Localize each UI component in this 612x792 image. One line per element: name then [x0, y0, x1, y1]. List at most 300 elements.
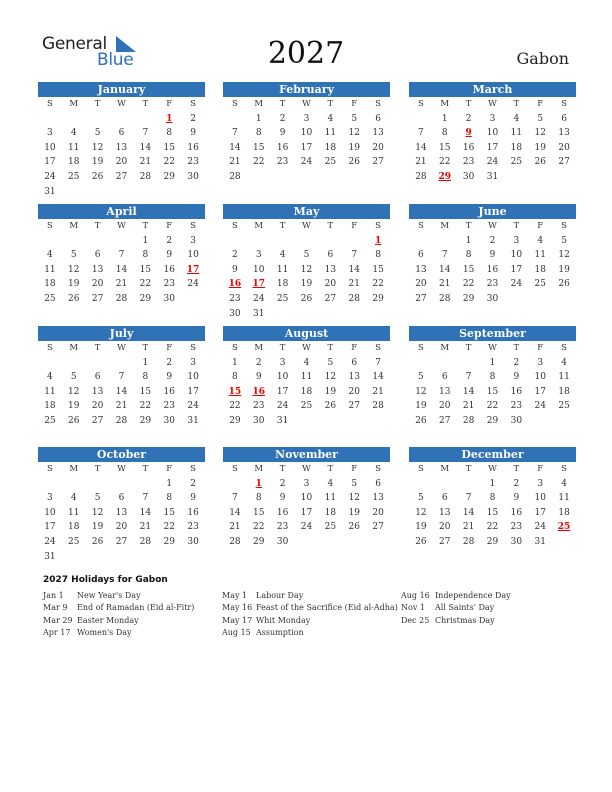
day-cell: 5	[70, 250, 77, 261]
day-cell: 19	[534, 142, 546, 153]
day-grid	[223, 341, 390, 429]
weekday-label: S	[190, 464, 196, 474]
day-cell: 3	[303, 113, 310, 124]
day-cell: 19	[68, 279, 80, 290]
day-cell: 17	[300, 507, 313, 518]
day-cell: 18	[68, 157, 80, 168]
day-cell: 29	[253, 536, 265, 547]
day-cell: 6	[418, 250, 424, 261]
holiday-name: All Saints' Day	[435, 603, 495, 613]
day-cell: 3	[255, 250, 262, 261]
day-cell: 25	[44, 293, 56, 304]
day-cell: 10	[253, 264, 265, 275]
empty-cell	[110, 112, 134, 127]
day-cell: 23	[510, 522, 523, 533]
day-cell: 16	[163, 264, 175, 275]
month-december	[409, 447, 576, 550]
weekday-label: F	[537, 464, 544, 474]
day-cell: 19	[558, 264, 570, 275]
day-cell: 13	[324, 264, 337, 275]
day-cell: 15	[139, 264, 152, 275]
day-cell: 7	[142, 128, 149, 139]
day-cell: 5	[418, 372, 424, 383]
day-cell: 17	[300, 142, 313, 153]
holiday-name: Whit Monday	[256, 615, 311, 625]
day-cell: 24	[253, 293, 265, 304]
day-cell: 18	[510, 142, 523, 153]
day-cell: 14	[439, 264, 451, 275]
day-cell: 30	[462, 171, 475, 182]
day-cell: 29	[229, 415, 241, 426]
day-cell: 30	[510, 536, 523, 547]
day-cell: 22	[163, 522, 175, 533]
day-cell: 23	[187, 157, 199, 168]
month-april	[38, 204, 205, 307]
day-cell: 22	[139, 401, 152, 412]
weekday-label: M	[254, 99, 264, 109]
empty-cell	[38, 112, 62, 127]
day-cell: 9	[190, 128, 196, 139]
empty-cell	[433, 356, 457, 371]
day-cell: 5	[70, 372, 77, 383]
day-cell: 14	[415, 142, 427, 153]
day-cell: 4	[327, 478, 334, 489]
day-cell: 20	[324, 279, 337, 290]
day-cell: 3	[190, 357, 196, 368]
day-cell: 1	[142, 235, 149, 246]
holiday-day-cell: 9	[465, 128, 472, 139]
day-grid	[223, 97, 390, 185]
empty-cell	[62, 356, 86, 371]
day-cell: 1	[255, 113, 262, 124]
weekday-label: T	[142, 99, 149, 109]
day-cell: 27	[439, 415, 451, 426]
day-cell: 11	[44, 386, 56, 397]
weekday-label: T	[279, 343, 286, 353]
day-cell: 28	[115, 293, 128, 304]
day-cell: 23	[163, 279, 175, 290]
weekday-label: F	[166, 464, 173, 474]
day-grid	[223, 219, 390, 321]
day-cell: 9	[255, 372, 262, 383]
day-cell: 26	[348, 157, 360, 168]
weekday-label: F	[166, 343, 173, 353]
day-cell: 10	[44, 142, 56, 153]
day-cell: 26	[558, 279, 570, 290]
day-cell: 8	[255, 493, 262, 504]
day-cell: 2	[513, 478, 520, 489]
holiday-row	[43, 615, 227, 627]
day-cell: 8	[166, 493, 173, 504]
day-cell: 28	[229, 536, 241, 547]
month-header: September	[409, 326, 576, 341]
day-cell: 26	[534, 157, 546, 168]
weekday-label: T	[513, 464, 520, 474]
day-cell: 9	[279, 493, 286, 504]
day-cell: 5	[561, 235, 567, 246]
day-cell: 3	[47, 128, 53, 139]
day-cell: 3	[489, 113, 496, 124]
day-cell: 25	[558, 401, 570, 412]
weekday-label: T	[94, 343, 101, 353]
day-cell: 11	[68, 507, 80, 518]
holiday-day-cell: 16	[228, 279, 242, 290]
weekday-label: W	[117, 343, 126, 353]
day-cell: 21	[462, 401, 475, 412]
day-cell: 12	[415, 386, 427, 397]
day-cell: 4	[70, 128, 77, 139]
day-cell: 27	[91, 293, 104, 304]
day-cell: 18	[534, 264, 546, 275]
day-cell: 8	[166, 128, 173, 139]
day-cell: 20	[439, 401, 451, 412]
day-cell: 26	[91, 536, 104, 547]
day-cell: 28	[439, 293, 451, 304]
weekday-label: S	[47, 99, 53, 109]
day-cell: 14	[139, 507, 152, 518]
day-cell: 6	[441, 493, 448, 504]
weekday-label: T	[279, 221, 286, 231]
weekday-label: S	[232, 221, 238, 231]
holiday-date: May 1	[222, 591, 248, 600]
weekday-label: S	[375, 343, 381, 353]
day-cell: 16	[510, 507, 523, 518]
day-cell: 27	[372, 522, 384, 533]
day-cell: 6	[327, 250, 334, 261]
day-cell: 1	[489, 478, 496, 489]
day-cell: 19	[91, 157, 104, 168]
day-cell: 21	[139, 522, 152, 533]
weekday-label: M	[69, 343, 79, 353]
day-cell: 28	[348, 293, 360, 304]
weekday-label: W	[488, 221, 497, 231]
day-cell: 22	[372, 279, 384, 290]
weekday-label: F	[351, 221, 358, 231]
empty-cell	[223, 477, 247, 492]
weekday-label: S	[418, 464, 424, 474]
day-cell: 13	[372, 493, 384, 504]
day-cell: 27	[324, 293, 337, 304]
day-cell: 26	[324, 401, 337, 412]
empty-cell	[409, 234, 433, 249]
day-cell: 23	[462, 157, 475, 168]
day-cell: 25	[68, 536, 80, 547]
holiday-date: Aug 15	[222, 627, 251, 637]
day-cell: 9	[190, 493, 196, 504]
day-cell: 3	[279, 357, 286, 368]
day-cell: 29	[139, 293, 152, 304]
weekday-label: M	[440, 221, 450, 231]
empty-cell	[223, 112, 247, 127]
day-cell: 1	[489, 357, 496, 368]
weekday-label: W	[117, 464, 126, 474]
day-cell: 9	[513, 372, 520, 383]
day-cell: 15	[253, 507, 265, 518]
day-cell: 5	[351, 478, 358, 489]
day-cell: 12	[68, 386, 80, 397]
empty-cell	[457, 356, 481, 371]
day-cell: 13	[439, 507, 451, 518]
day-cell: 13	[91, 264, 104, 275]
day-grid	[409, 462, 576, 550]
day-cell: 7	[465, 493, 472, 504]
day-cell: 21	[139, 157, 152, 168]
holiday-row	[401, 615, 585, 627]
day-cell: 19	[324, 386, 337, 397]
weekday-label: M	[254, 221, 264, 231]
day-cell: 11	[558, 493, 570, 504]
empty-cell	[271, 234, 295, 249]
day-cell: 3	[537, 357, 544, 368]
holiday-row	[401, 602, 585, 614]
empty-cell	[38, 477, 62, 492]
day-cell: 9	[232, 264, 238, 275]
day-cell: 28	[229, 171, 241, 182]
month-header: March	[409, 82, 576, 97]
day-cell: 20	[439, 522, 451, 533]
day-grid	[38, 341, 205, 429]
holiday-row	[43, 602, 227, 614]
holiday-day-cell: 15	[228, 386, 242, 397]
day-cell: 13	[91, 386, 104, 397]
empty-cell	[62, 112, 86, 127]
logo-text-blue: Blue	[97, 50, 134, 70]
day-cell: 4	[561, 357, 567, 368]
day-cell: 6	[94, 250, 101, 261]
day-cell: 2	[166, 357, 173, 368]
empty-cell	[247, 234, 271, 249]
weekday-label: S	[561, 464, 567, 474]
day-cell: 9	[513, 493, 520, 504]
day-cell: 11	[324, 128, 337, 139]
day-cell: 31	[534, 536, 546, 547]
empty-cell	[433, 234, 457, 249]
day-cell: 17	[510, 264, 523, 275]
day-cell: 21	[229, 157, 241, 168]
weekday-label: S	[190, 99, 196, 109]
day-cell: 28	[139, 171, 152, 182]
holiday-row	[43, 590, 227, 602]
month-header: April	[38, 204, 205, 219]
day-cell: 27	[372, 157, 384, 168]
day-cell: 29	[486, 415, 499, 426]
day-cell: 24	[300, 522, 313, 533]
day-cell: 12	[91, 142, 104, 153]
day-cell: 12	[68, 264, 80, 275]
weekday-label: S	[232, 99, 238, 109]
day-cell: 3	[303, 478, 310, 489]
day-cell: 6	[118, 128, 125, 139]
weekday-label: T	[513, 221, 520, 231]
day-cell: 27	[558, 157, 570, 168]
day-cell: 5	[418, 493, 424, 504]
day-cell: 25	[324, 157, 337, 168]
day-cell: 2	[232, 250, 238, 261]
weekday-label: M	[254, 464, 264, 474]
month-header: August	[223, 326, 390, 341]
day-cell: 5	[94, 493, 101, 504]
day-cell: 30	[229, 308, 241, 319]
holiday-date: Mar 9	[43, 603, 68, 613]
day-cell: 21	[439, 279, 451, 290]
day-cell: 18	[324, 507, 337, 518]
day-cell: 3	[47, 493, 53, 504]
empty-cell	[110, 477, 134, 492]
empty-cell	[133, 477, 157, 492]
day-cell: 18	[324, 142, 337, 153]
day-cell: 20	[558, 142, 570, 153]
day-cell: 20	[91, 401, 104, 412]
month-header: December	[409, 447, 576, 462]
holiday-row	[222, 602, 406, 614]
day-cell: 29	[372, 293, 384, 304]
day-cell: 16	[276, 507, 289, 518]
day-cell: 1	[166, 478, 173, 489]
day-cell: 24	[44, 171, 56, 182]
day-cell: 20	[91, 279, 104, 290]
day-cell: 9	[166, 372, 173, 383]
day-cell: 10	[276, 372, 289, 383]
day-grid	[38, 462, 205, 564]
day-cell: 10	[534, 493, 546, 504]
day-cell: 7	[351, 250, 358, 261]
day-cell: 24	[187, 401, 199, 412]
day-cell: 31	[44, 551, 56, 562]
holiday-column	[222, 590, 406, 639]
day-cell: 27	[439, 536, 451, 547]
day-cell: 25	[300, 401, 313, 412]
day-cell: 6	[118, 493, 125, 504]
holiday-column	[43, 590, 227, 639]
day-cell: 14	[462, 386, 475, 397]
day-cell: 13	[115, 142, 128, 153]
day-cell: 14	[372, 372, 384, 383]
day-cell: 2	[190, 478, 196, 489]
day-cell: 22	[253, 157, 265, 168]
day-cell: 28	[139, 536, 152, 547]
holiday-name: Independence Day	[435, 591, 511, 600]
month-header: October	[38, 447, 205, 462]
holiday-name: End of Ramadan (Eid al-Fitr)	[77, 603, 195, 613]
month-september	[409, 326, 576, 429]
month-may	[223, 204, 390, 321]
day-cell: 7	[118, 372, 125, 383]
day-cell: 11	[276, 264, 289, 275]
day-cell: 20	[372, 507, 384, 518]
day-cell: 24	[187, 279, 199, 290]
day-cell: 30	[163, 415, 175, 426]
holiday-name: Christmas Day	[435, 615, 495, 625]
day-cell: 10	[187, 250, 199, 261]
weekday-label: W	[488, 464, 497, 474]
day-cell: 8	[465, 250, 472, 261]
day-cell: 16	[462, 142, 475, 153]
weekday-label: T	[465, 343, 472, 353]
day-cell: 18	[44, 401, 56, 412]
holiday-name: Feast of the Sacrifice (Eid al-Adha)	[256, 603, 398, 613]
day-cell: 11	[324, 493, 337, 504]
weekday-label: S	[190, 221, 196, 231]
day-cell: 31	[486, 171, 499, 182]
empty-cell	[133, 112, 157, 127]
holiday-date: Dec 25	[401, 615, 430, 625]
day-cell: 5	[94, 128, 101, 139]
weekday-label: T	[94, 221, 101, 231]
day-cell: 24	[534, 401, 546, 412]
weekday-label: T	[513, 343, 520, 353]
weekday-label: S	[375, 464, 381, 474]
day-cell: 4	[303, 357, 310, 368]
holiday-row	[43, 627, 227, 639]
weekday-label: M	[69, 221, 79, 231]
day-cell: 19	[68, 401, 80, 412]
day-cell: 6	[375, 478, 381, 489]
day-cell: 15	[486, 507, 499, 518]
day-cell: 4	[70, 493, 77, 504]
day-cell: 13	[439, 386, 451, 397]
day-cell: 12	[300, 264, 313, 275]
day-cell: 16	[276, 142, 289, 153]
day-cell: 15	[439, 142, 451, 153]
day-cell: 29	[163, 536, 175, 547]
day-cell: 8	[489, 493, 496, 504]
day-cell: 28	[462, 536, 475, 547]
weekday-label: T	[327, 99, 334, 109]
day-cell: 9	[166, 250, 173, 261]
day-cell: 17	[534, 507, 546, 518]
day-cell: 10	[187, 372, 199, 383]
day-cell: 4	[279, 250, 286, 261]
weekday-label: T	[327, 221, 334, 231]
empty-cell	[86, 234, 110, 249]
day-cell: 22	[253, 522, 265, 533]
day-cell: 18	[558, 386, 570, 397]
holiday-date: May 17	[222, 615, 253, 625]
day-cell: 24	[534, 522, 546, 533]
empty-cell	[38, 356, 62, 371]
day-cell: 7	[441, 250, 448, 261]
day-cell: 2	[513, 357, 520, 368]
day-cell: 28	[462, 415, 475, 426]
day-cell: 10	[300, 493, 313, 504]
weekday-label: T	[279, 99, 286, 109]
weekday-label: T	[142, 221, 149, 231]
day-cell: 24	[510, 279, 523, 290]
weekday-label: S	[418, 99, 424, 109]
day-cell: 23	[229, 293, 241, 304]
day-cell: 23	[187, 522, 199, 533]
month-february	[223, 82, 390, 185]
weekday-label: F	[351, 343, 358, 353]
day-cell: 12	[415, 507, 427, 518]
day-cell: 31	[44, 186, 56, 197]
weekday-label: F	[537, 343, 544, 353]
month-header: February	[223, 82, 390, 97]
day-cell: 12	[348, 128, 360, 139]
day-cell: 2	[166, 235, 173, 246]
day-cell: 2	[190, 113, 196, 124]
empty-cell	[409, 477, 433, 492]
day-cell: 30	[187, 171, 199, 182]
day-cell: 6	[351, 357, 358, 368]
weekday-label: T	[465, 221, 472, 231]
empty-cell	[409, 356, 433, 371]
day-cell: 16	[486, 264, 499, 275]
day-cell: 28	[415, 171, 427, 182]
day-cell: 17	[276, 386, 289, 397]
empty-cell	[457, 477, 481, 492]
weekday-label: W	[302, 464, 311, 474]
